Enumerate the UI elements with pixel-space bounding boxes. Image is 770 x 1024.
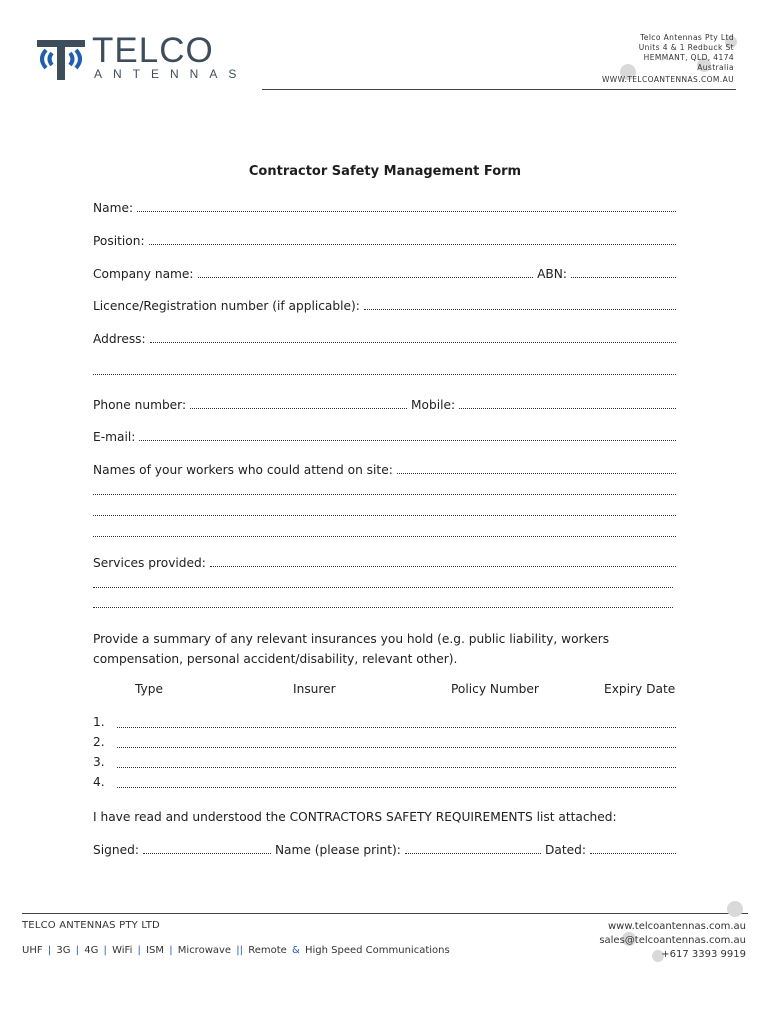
footer-divider: [22, 913, 748, 914]
email-field[interactable]: [93, 429, 676, 445]
insurance-row-line[interactable]: [117, 747, 676, 748]
position-field[interactable]: [93, 233, 676, 249]
print-name-input-line[interactable]: [405, 853, 541, 854]
tagline-separator: |: [103, 945, 107, 956]
mobile-label: Mobile:: [411, 398, 456, 412]
licence-input-line[interactable]: [364, 309, 676, 310]
telco-antennas-logo-icon: [34, 34, 94, 84]
abn-label: ABN:: [537, 267, 567, 281]
services-field[interactable]: [93, 555, 676, 571]
abn-input-line[interactable]: [571, 277, 676, 278]
tagline-separator: |: [137, 945, 141, 956]
services-label: Services provided:: [93, 556, 206, 570]
address-field[interactable]: [93, 331, 676, 347]
tagline-separator: |: [169, 945, 173, 956]
form-title: Contractor Safety Management Form: [248, 164, 522, 179]
tagline-separator: |: [47, 945, 52, 956]
company-address: [602, 33, 734, 85]
address-label: Address:: [93, 332, 146, 346]
column-header-expiry-date: Expiry Date: [604, 682, 676, 696]
workers-input-line-4[interactable]: [93, 536, 676, 537]
services-input-line[interactable]: [210, 566, 676, 567]
footer-phone: +617 3393 9919: [661, 949, 746, 960]
insurance-row-line[interactable]: [117, 767, 676, 768]
tagline-separator: ||: [236, 945, 244, 956]
insurance-row-number: 2.: [93, 735, 105, 749]
mobile-input-line[interactable]: [459, 408, 676, 409]
name-input-line[interactable]: [137, 211, 676, 212]
dated-label: Dated:: [545, 843, 586, 857]
print-name-label: Name (please print):: [274, 843, 401, 857]
address-line: Units 4 & 1 Redbuck St: [638, 43, 734, 52]
workers-input-line-2[interactable]: [93, 494, 676, 495]
column-header-insurer: Insurer: [293, 682, 336, 696]
phone-input-line[interactable]: [190, 408, 407, 409]
email-input-line[interactable]: [139, 440, 676, 441]
dated-input-line[interactable]: [590, 853, 676, 854]
workers-input-line-3[interactable]: [93, 515, 676, 516]
footer-website-link[interactable]: www.telcoantennas.com.au: [608, 921, 746, 932]
workers-label: Names of your workers who could attend on site:: [93, 463, 393, 477]
tagline-separator: &: [291, 945, 300, 956]
insurance-row-number: 3.: [93, 755, 105, 769]
address-input-line-2[interactable]: [93, 374, 676, 375]
licence-label: Licence/Registration number (if applicable):: [93, 299, 360, 313]
acknowledgement-text: I have read and understood the CONTRACTORS SAFETY REQUIREMENTS list attached:: [93, 810, 617, 824]
column-header-policy-number: Policy Number: [451, 682, 539, 696]
footer-email-link[interactable]: sales@telcoantennas.com.au: [599, 935, 746, 946]
logo-subtitle: ANTENNAS: [94, 67, 248, 81]
services-input-line-3[interactable]: [93, 607, 673, 608]
address-line: HEMMANT, QLD, 4174: [643, 53, 734, 62]
footer-contact: [599, 920, 746, 962]
tagline-item: 4G: [84, 945, 99, 956]
address-input-line[interactable]: [150, 342, 676, 343]
insurance-row-line[interactable]: [117, 787, 676, 788]
tagline-item: Microwave: [177, 945, 232, 956]
tagline-item: WiFi: [112, 945, 133, 956]
licence-field[interactable]: [93, 298, 676, 314]
tagline-item: ISM: [146, 945, 165, 956]
position-input-line[interactable]: [149, 244, 676, 245]
signed-label: Signed:: [93, 843, 139, 857]
position-label: Position:: [93, 234, 145, 248]
signed-input-line[interactable]: [143, 853, 271, 854]
header-divider: [262, 89, 736, 90]
header-website-link[interactable]: WWW.TELCOANTENNAS.COM.AU: [601, 75, 734, 84]
insurance-row-number: 1.: [93, 715, 105, 729]
tagline-item: UHF: [22, 945, 43, 956]
tagline-item: Remote: [248, 945, 287, 956]
logo-wordmark: TELCO: [92, 31, 214, 70]
services-input-line-2[interactable]: [93, 587, 673, 588]
signature-field[interactable]: [93, 842, 676, 858]
company-label: Company name:: [93, 267, 194, 281]
decorative-dot: [727, 901, 743, 917]
email-label: E-mail:: [93, 430, 136, 444]
footer-company-name: TELCO ANTENNAS PTY LTD: [22, 920, 160, 931]
phone-label: Phone number:: [93, 398, 187, 412]
insurance-row-number: 4.: [93, 775, 105, 789]
address-line: Telco Antennas Pty Ltd: [640, 33, 734, 42]
company-input-line[interactable]: [198, 277, 534, 278]
workers-field[interactable]: [93, 462, 676, 478]
insurance-row-line[interactable]: [117, 727, 676, 728]
tagline-item: High Speed Communications: [304, 945, 450, 956]
tagline-item: 3G: [56, 945, 71, 956]
acknowledgement-statement: [93, 809, 676, 825]
phone-field[interactable]: [93, 397, 676, 413]
name-field[interactable]: [93, 200, 676, 216]
company-field[interactable]: [93, 266, 676, 282]
insurance-instructions: Provide a summary of any relevant insurances you hold (e.g. public liability, workers compensation, personal accident/disability, relevant other).: [93, 632, 610, 666]
footer-tagline: [22, 945, 450, 956]
column-header-type: Type: [135, 682, 163, 696]
address-line: Australia: [697, 63, 734, 72]
name-label: Name:: [93, 201, 134, 215]
workers-input-line[interactable]: [397, 473, 676, 474]
tagline-separator: |: [75, 945, 80, 956]
